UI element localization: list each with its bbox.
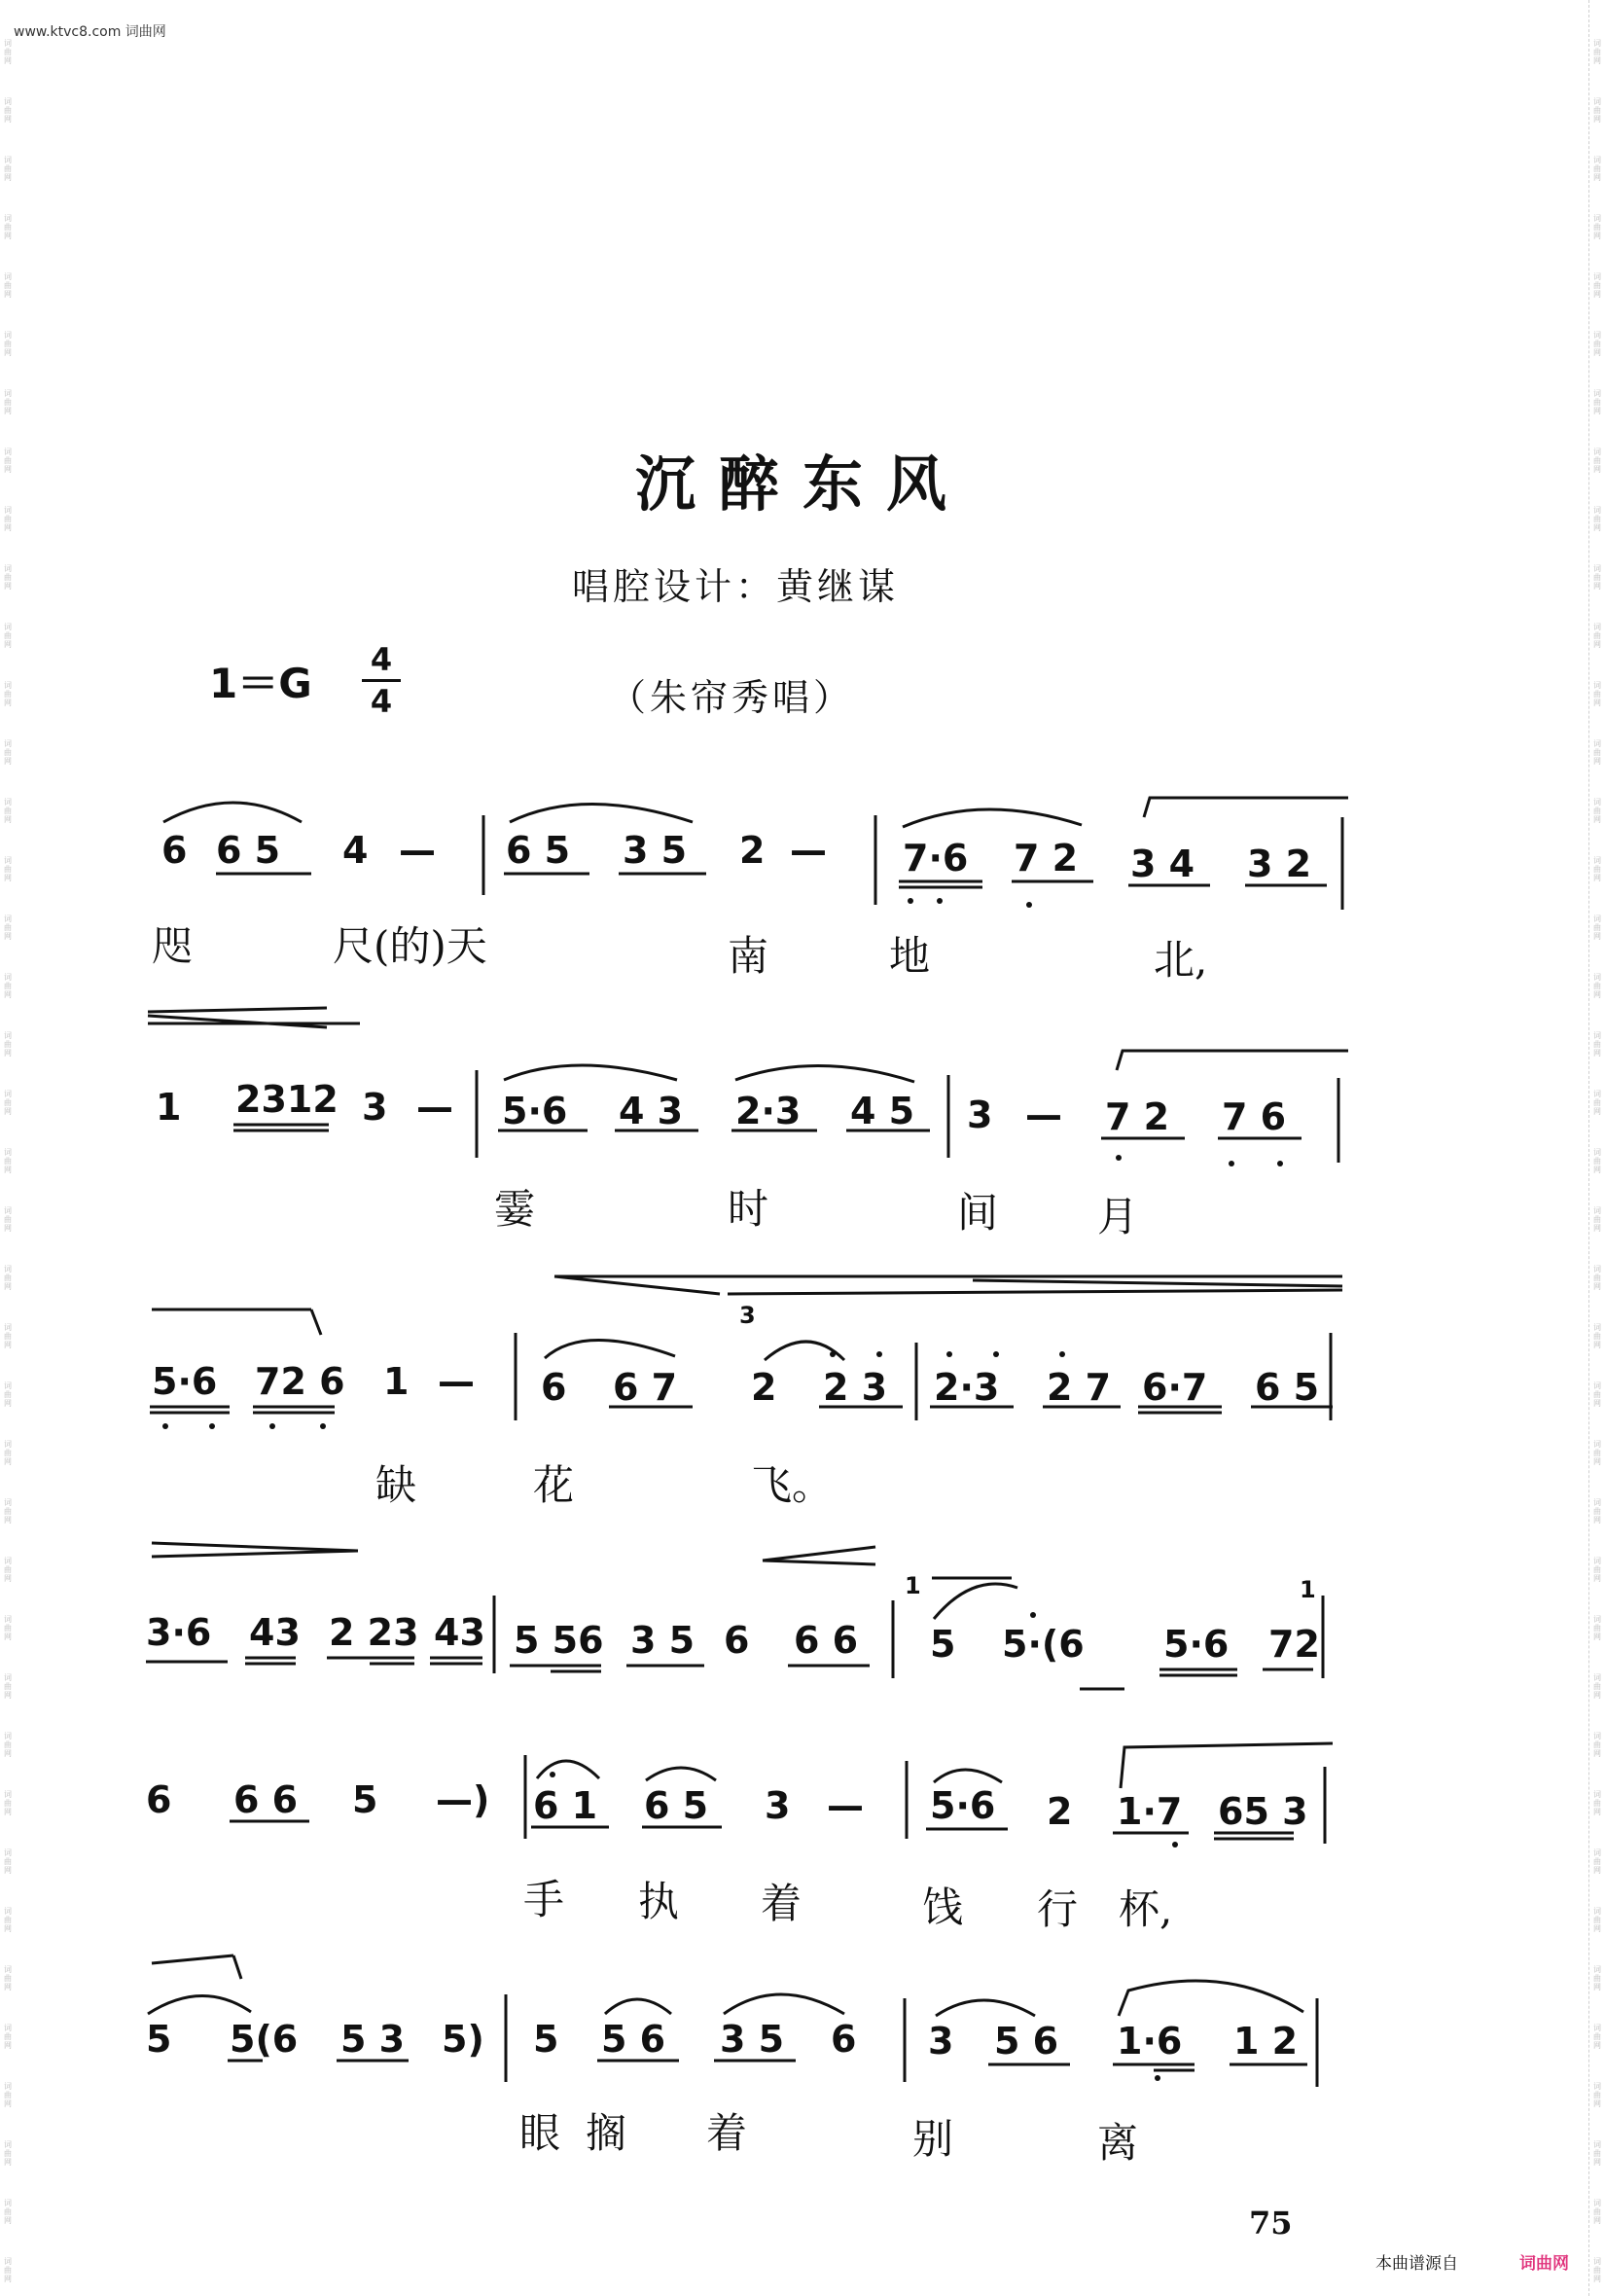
note: 43 bbox=[249, 1611, 301, 1654]
lyric: 地 bbox=[889, 932, 931, 980]
watermark-text: 词 曲 网 bbox=[4, 973, 12, 999]
watermark-text: 词 曲 网 bbox=[4, 2199, 12, 2225]
note: 7·6 bbox=[903, 837, 969, 879]
watermark-text: 词 曲 网 bbox=[1593, 1090, 1601, 1116]
watermark-text: 词 曲 网 bbox=[4, 915, 12, 941]
song-title: 沉醉东风 bbox=[634, 448, 970, 520]
watermark-text: 词 曲 网 bbox=[1593, 1673, 1601, 1700]
note: 3 bbox=[362, 1086, 388, 1129]
note: 5 56 bbox=[514, 1619, 604, 1662]
hairpin bbox=[152, 1955, 233, 1963]
watermark-text: 词 曲 网 bbox=[4, 1381, 12, 1408]
slur bbox=[724, 1994, 844, 2014]
note: 6 5 bbox=[644, 1784, 709, 1827]
note-dash: — bbox=[416, 1086, 453, 1129]
watermark-text: 词 曲 网 bbox=[4, 506, 12, 532]
note-dash: — bbox=[790, 829, 827, 872]
note: 5) bbox=[442, 2018, 484, 2061]
slur bbox=[1119, 1981, 1303, 2016]
octave-dot bbox=[269, 1423, 275, 1429]
note: 3 4 bbox=[1130, 843, 1195, 885]
hairpin bbox=[148, 1016, 327, 1027]
hairpin bbox=[973, 1280, 1342, 1286]
watermark-text: 词 曲 网 bbox=[1593, 156, 1601, 182]
watermark-text: 词 曲 网 bbox=[1593, 2140, 1601, 2167]
note: 2 23 bbox=[329, 1611, 419, 1654]
watermark-text: 词 曲 网 bbox=[4, 214, 12, 240]
watermark-text: 词 曲 网 bbox=[4, 2024, 12, 2050]
watermark-text: 词 曲 网 bbox=[4, 389, 12, 415]
note: 5 bbox=[930, 1623, 956, 1666]
watermark-text: 词 曲 网 bbox=[4, 2257, 12, 2283]
note: 4 bbox=[342, 829, 369, 872]
note: 3 bbox=[928, 2020, 954, 2063]
note: 3 2 bbox=[1247, 843, 1312, 885]
watermark-text: 词 曲 网 bbox=[1593, 1615, 1601, 1641]
note: 6 bbox=[161, 829, 188, 872]
watermark-text: 词 曲 网 bbox=[4, 156, 12, 182]
watermark-text: 词 曲 网 bbox=[1593, 2257, 1601, 2283]
watermark-text: 词 曲 网 bbox=[4, 1206, 12, 1233]
note: 7 6 bbox=[1222, 1095, 1287, 1138]
octave-dot bbox=[1059, 1351, 1065, 1357]
watermark-text: 词 曲 网 bbox=[1593, 1031, 1601, 1058]
watermark-text: 词 曲 网 bbox=[4, 1090, 12, 1116]
hairpin bbox=[152, 1551, 358, 1557]
watermark-text: 词 曲 网 bbox=[1593, 1148, 1601, 1174]
watermark-text: 词 曲 网 bbox=[4, 1148, 12, 1174]
lyric: 花 bbox=[533, 1461, 575, 1509]
lyric: 行 bbox=[1037, 1885, 1079, 1933]
watermark-text: 词 曲 网 bbox=[4, 1615, 12, 1641]
key-signature: 1＝G bbox=[209, 660, 312, 707]
lyric: 别 bbox=[912, 2115, 954, 2163]
note: 4 3 bbox=[619, 1090, 684, 1132]
note-dash: — bbox=[438, 1360, 475, 1403]
octave-dot bbox=[946, 1351, 952, 1357]
bracket bbox=[233, 1955, 241, 1979]
watermark-text: 词 曲 网 bbox=[4, 1790, 12, 1816]
watermark-text: 词 曲 网 bbox=[4, 272, 12, 299]
octave-dot bbox=[1277, 1161, 1283, 1166]
watermark-text: 词 曲 网 bbox=[4, 1498, 12, 1525]
note: 6 bbox=[541, 1366, 567, 1409]
octave-dot bbox=[876, 1351, 882, 1357]
site-url[interactable]: www.ktvc8.com 词曲网 bbox=[14, 24, 166, 40]
note: 6 bbox=[146, 1778, 172, 1821]
octave-dot bbox=[1155, 2075, 1160, 2081]
note: 2 bbox=[1047, 1790, 1073, 1833]
lyric: 尺(的)天 bbox=[333, 922, 487, 970]
watermark-text: 词 曲 网 bbox=[4, 1732, 12, 1758]
watermark-text: 词 曲 网 bbox=[1593, 2082, 1601, 2108]
watermark-text: 词 曲 网 bbox=[1593, 623, 1601, 649]
watermark-text: 词 曲 网 bbox=[1593, 915, 1601, 941]
note: 6 1 bbox=[533, 1784, 598, 1827]
watermark-text: 词 曲 网 bbox=[1593, 739, 1601, 766]
note: 5 6 bbox=[601, 2018, 666, 2061]
source-label: 本曲谱源自 bbox=[1375, 2254, 1458, 2274]
watermark-text: 词 曲 网 bbox=[1593, 331, 1601, 357]
watermark-text: 词 曲 网 bbox=[1593, 1965, 1601, 1991]
watermark-text: 词 曲 网 bbox=[1593, 1206, 1601, 1233]
note: 72 6 bbox=[255, 1360, 345, 1403]
lyric: 月 bbox=[1097, 1193, 1139, 1240]
note: 3 5 bbox=[623, 829, 688, 872]
octave-dot bbox=[162, 1423, 168, 1429]
note: 6 7 bbox=[613, 1366, 678, 1409]
time-signature-top: 4 bbox=[370, 641, 393, 678]
note: 5·6 bbox=[152, 1360, 218, 1403]
lyric: 间 bbox=[957, 1189, 999, 1237]
note: 1·7 bbox=[1117, 1790, 1183, 1833]
note: 4 5 bbox=[850, 1090, 915, 1132]
note: 5 3 bbox=[340, 2018, 406, 2061]
singer-credit: （朱帘秀唱） bbox=[609, 676, 855, 719]
bracket bbox=[1144, 798, 1348, 817]
watermark-text: 词 曲 网 bbox=[4, 564, 12, 591]
slur bbox=[605, 1999, 671, 2014]
lyric: 手 bbox=[523, 1876, 565, 1923]
slur bbox=[903, 809, 1082, 827]
note: 6 6 bbox=[794, 1619, 859, 1662]
octave-dot bbox=[209, 1423, 215, 1429]
note: 6 5 bbox=[1255, 1366, 1320, 1409]
octave-dot bbox=[1026, 902, 1032, 908]
watermark-text: 词 曲 网 bbox=[1593, 1557, 1601, 1583]
note: 5 bbox=[352, 1778, 378, 1821]
watermark-text: 词 曲 网 bbox=[1593, 2199, 1601, 2225]
hairpin bbox=[554, 1276, 720, 1294]
note: 5 bbox=[533, 2018, 559, 2061]
note: 7 2 bbox=[1105, 1095, 1170, 1138]
watermark-text: 词 曲 网 bbox=[1593, 1907, 1601, 1933]
watermark-text: 词 曲 网 bbox=[1593, 1440, 1601, 1466]
watermark-text: 词 曲 网 bbox=[1593, 1732, 1601, 1758]
note: 6 6 bbox=[233, 1778, 299, 1821]
lyric: 时 bbox=[728, 1185, 769, 1233]
hairpin bbox=[763, 1561, 875, 1564]
note: 2 bbox=[739, 829, 766, 872]
note: 5 6 bbox=[994, 2020, 1059, 2063]
lyric: 着 bbox=[761, 1880, 802, 1927]
note: 1 2 bbox=[1233, 2020, 1299, 2063]
note: 5 bbox=[146, 2018, 172, 2061]
watermark-text: 词 曲 网 bbox=[4, 1848, 12, 1875]
watermark-text: 词 曲 网 bbox=[1593, 1323, 1601, 1349]
watermark-text: 词 曲 网 bbox=[4, 1907, 12, 1933]
note: 65 3 bbox=[1218, 1790, 1308, 1833]
note: 6 5 bbox=[216, 829, 281, 872]
note: 3 5 bbox=[720, 2018, 785, 2061]
lyric: 饯 bbox=[922, 1883, 964, 1931]
watermark-text: 词 曲 网 bbox=[4, 1031, 12, 1058]
octave-dot bbox=[937, 898, 943, 904]
slur bbox=[765, 1342, 844, 1360]
slur bbox=[646, 1768, 716, 1780]
note: 5(6 bbox=[230, 2018, 299, 2061]
watermark-text: 词 曲 网 bbox=[1593, 214, 1601, 240]
note: 6 bbox=[831, 2018, 857, 2061]
note: 43 bbox=[434, 1611, 485, 1654]
note: 5·6 bbox=[502, 1090, 568, 1132]
note-dash: — bbox=[399, 829, 436, 872]
lyric: 着 bbox=[706, 2109, 748, 2157]
watermark-text: 词 曲 网 bbox=[1593, 1381, 1601, 1408]
bracket bbox=[311, 1309, 321, 1335]
watermark-text: 词 曲 网 bbox=[1593, 1848, 1601, 1875]
note: 1·6 bbox=[1117, 2020, 1183, 2063]
watermark-text: 词 曲 网 bbox=[4, 1323, 12, 1349]
note: 7 2 bbox=[1014, 837, 1079, 879]
lyric: 北, bbox=[1154, 936, 1208, 984]
note: 3·6 bbox=[146, 1611, 212, 1654]
lyric: 南 bbox=[728, 932, 769, 980]
lyric: 杯, bbox=[1119, 1885, 1173, 1933]
note: 2 7 bbox=[1047, 1366, 1112, 1409]
watermark-text: 词 曲 网 bbox=[4, 1440, 12, 1466]
note: 6 bbox=[724, 1619, 750, 1662]
watermark-text: 词 曲 网 bbox=[4, 331, 12, 357]
note: 5·(6 bbox=[1002, 1623, 1085, 1666]
watermark-text: 词 曲 网 bbox=[4, 623, 12, 649]
note: 1 bbox=[383, 1360, 410, 1403]
octave-dot bbox=[830, 1351, 836, 1357]
watermark-text: 词 曲 网 bbox=[4, 1965, 12, 1991]
designer-credit: 唱腔设计：黄继谋 bbox=[572, 565, 900, 608]
note: 3 bbox=[967, 1094, 993, 1136]
grace-note: 1 bbox=[905, 1572, 921, 1599]
octave-dot bbox=[908, 898, 913, 904]
brand-link[interactable]: 词曲网 bbox=[1519, 2254, 1569, 2274]
note: 2 bbox=[751, 1366, 777, 1409]
watermark-text: 词 曲 网 bbox=[1593, 1265, 1601, 1291]
lyric: 眼 bbox=[519, 2109, 561, 2157]
octave-dot bbox=[1116, 1155, 1122, 1161]
slur bbox=[504, 1065, 677, 1080]
note-dash: —) bbox=[436, 1778, 490, 1821]
lyric: 执 bbox=[638, 1878, 680, 1925]
watermark-text: 词 曲 网 bbox=[1593, 798, 1601, 824]
note: 2·3 bbox=[934, 1366, 1000, 1409]
octave-dot bbox=[993, 1351, 999, 1357]
watermark-text: 词 曲 网 bbox=[1593, 1790, 1601, 1816]
bracket bbox=[728, 1290, 1342, 1294]
octave-dot bbox=[1030, 1612, 1036, 1618]
hairpin bbox=[152, 1543, 358, 1551]
lyric: 霎 bbox=[494, 1185, 536, 1233]
watermark-text: 词 曲 网 bbox=[1593, 272, 1601, 299]
octave-dot bbox=[550, 1772, 555, 1777]
note: 3 bbox=[765, 1784, 791, 1827]
watermark-text: 词 曲 网 bbox=[1593, 389, 1601, 415]
watermark-text: 词 曲 网 bbox=[4, 798, 12, 824]
note: 6·7 bbox=[1142, 1366, 1208, 1409]
watermark-text: 词 曲 网 bbox=[1593, 39, 1601, 65]
note: 5·6 bbox=[930, 1784, 996, 1827]
note: 72 bbox=[1268, 1623, 1320, 1666]
slur bbox=[934, 1584, 1017, 1619]
watermark-text: 词 曲 网 bbox=[4, 1673, 12, 1700]
lyric: 飞。 bbox=[751, 1461, 834, 1509]
watermark-text: 词 曲 网 bbox=[1593, 973, 1601, 999]
lyric: 咫 bbox=[152, 922, 194, 970]
watermark-text: 词 曲 网 bbox=[4, 97, 12, 124]
note: 6 5 bbox=[506, 829, 571, 872]
octave-dot bbox=[320, 1423, 326, 1429]
lyric: 缺 bbox=[375, 1461, 417, 1509]
note-dash: — bbox=[827, 1784, 864, 1827]
watermark-text: 词 曲 网 bbox=[1593, 856, 1601, 882]
note: 2 3 bbox=[823, 1366, 888, 1409]
hairpin bbox=[148, 1008, 327, 1012]
lyric: 离 bbox=[1097, 2119, 1139, 2167]
watermark-text: 词 曲 网 bbox=[1593, 97, 1601, 124]
note: 1 bbox=[156, 1086, 182, 1129]
watermark-text: 词 曲 网 bbox=[4, 856, 12, 882]
note: 5·6 bbox=[1163, 1623, 1230, 1666]
watermark-text: 词 曲 网 bbox=[1593, 448, 1601, 474]
watermark-text: 词 曲 网 bbox=[4, 2140, 12, 2167]
watermark-text: 词 曲 网 bbox=[1593, 506, 1601, 532]
hairpin bbox=[763, 1547, 875, 1561]
octave-dot bbox=[1172, 1842, 1178, 1848]
note: 2·3 bbox=[735, 1090, 802, 1132]
watermark-text: 词 曲 网 bbox=[4, 739, 12, 766]
slur bbox=[163, 803, 302, 822]
slur bbox=[148, 1995, 251, 2014]
watermark-text: 词 曲 网 bbox=[4, 2082, 12, 2108]
octave-dot bbox=[1229, 1161, 1234, 1166]
slur bbox=[934, 1770, 1002, 1782]
watermark-text: 词 曲 网 bbox=[1593, 1498, 1601, 1525]
slur bbox=[735, 1065, 914, 1082]
slur bbox=[537, 1761, 599, 1778]
slur bbox=[936, 2000, 1035, 2016]
watermark-text: 词 曲 网 bbox=[4, 1557, 12, 1583]
time-signature-bottom: 4 bbox=[370, 683, 393, 720]
note: 3 5 bbox=[630, 1619, 696, 1662]
watermark-text: 词 曲 网 bbox=[4, 448, 12, 474]
watermark-text: 词 曲 网 bbox=[1593, 2024, 1601, 2050]
watermark-text: 词 曲 网 bbox=[4, 39, 12, 65]
lyric: 搁 bbox=[586, 2109, 627, 2157]
bracket bbox=[1121, 1743, 1333, 1788]
slur bbox=[545, 1340, 675, 1358]
grace-note: 3 bbox=[739, 1302, 756, 1329]
watermark-text: 词 曲 网 bbox=[4, 681, 12, 707]
watermark-text: 词 曲 网 bbox=[1593, 564, 1601, 591]
watermark-text: 词 曲 网 bbox=[1593, 681, 1601, 707]
grace-note: 1 bbox=[1300, 1576, 1316, 1603]
watermark-text: 词 曲 网 bbox=[4, 1265, 12, 1291]
slur bbox=[510, 805, 693, 823]
note: 2312 bbox=[235, 1078, 339, 1121]
bracket bbox=[1117, 1051, 1348, 1070]
note-dash: — bbox=[1025, 1094, 1062, 1136]
page-number: 75 bbox=[1249, 2205, 1293, 2242]
